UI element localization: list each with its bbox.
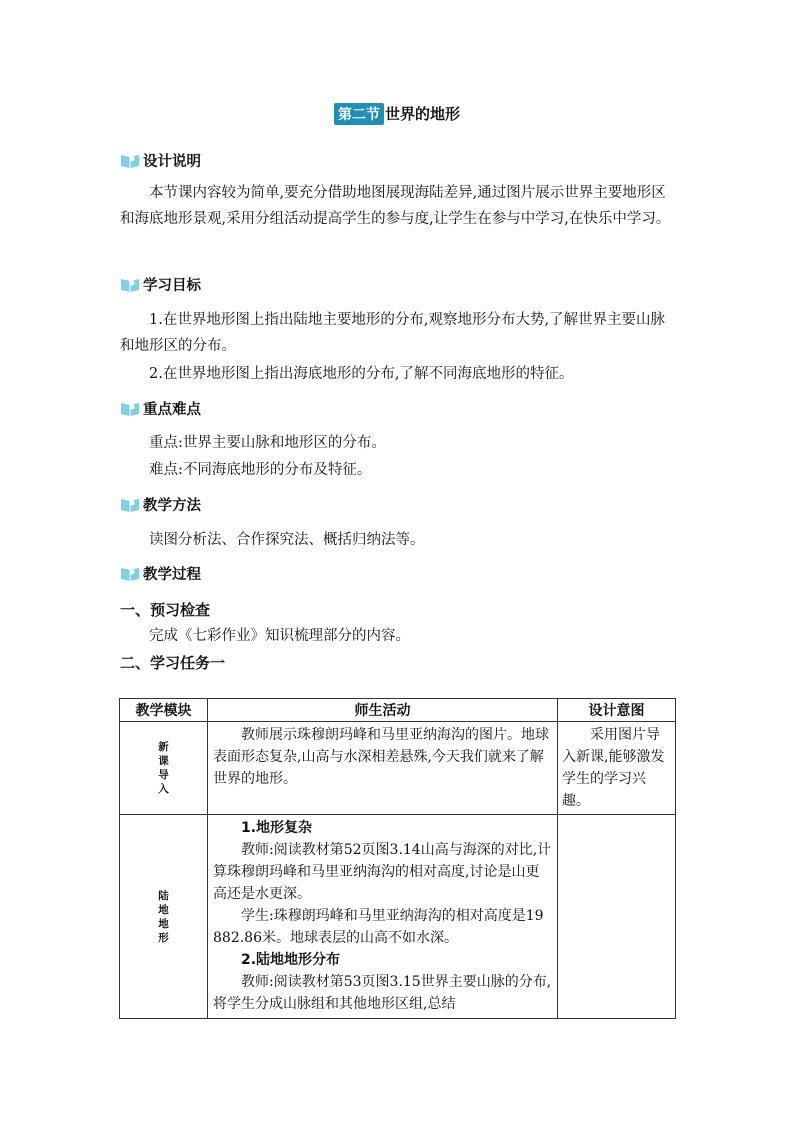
module-cell bbox=[120, 815, 208, 1019]
subheading: 2.陆地地形分布 bbox=[241, 952, 341, 968]
title-text: 世界的地形 bbox=[384, 105, 460, 123]
subheading: 1.地形复杂 bbox=[241, 820, 313, 836]
goal-item-1: 1.在世界地形图上指出陆地主要地形的分布,观察地形分布大势,了解世界主要山脉和地形区的分布。 bbox=[120, 312, 666, 354]
section-heading-methods bbox=[120, 494, 201, 515]
table-row bbox=[120, 815, 676, 1019]
table-header-row bbox=[120, 699, 676, 722]
module-label: 陆地地形 bbox=[158, 889, 169, 944]
section-label: 重点难点 bbox=[143, 402, 201, 418]
section-heading-process bbox=[120, 563, 201, 584]
section-heading-design bbox=[120, 150, 201, 171]
page-title bbox=[0, 103, 794, 125]
section-label: 学习目标 bbox=[143, 278, 201, 294]
activity-text: 教师展示珠穆朗玛峰和马里亚纳海沟的图片。地球表面形态复杂,山高与水深相差悬殊,今天我们就来了解世界的地形。 bbox=[213, 727, 549, 787]
methods-body: 读图分析法、合作探究法、概括归纳法等。 bbox=[149, 532, 425, 548]
key-point: 重点:世界主要山脉和地形区的分布。 bbox=[149, 435, 386, 451]
book-icon bbox=[120, 497, 140, 512]
book-icon bbox=[120, 153, 140, 168]
section-badge: 第二节 bbox=[334, 103, 384, 125]
activity-cell bbox=[208, 815, 558, 1019]
activity-text: 教师:阅读教材第53页图3.15世界主要山脉的分布,将学生分成山脉组和其他地形区组,总结 bbox=[213, 974, 552, 1012]
difficult-point: 难点:不同海底地形的分布及特征。 bbox=[149, 462, 372, 478]
activity-text: 学生:珠穆朗玛峰和马里亚纳海沟的相对高度是19 882.86米。地球表层的山高不如水深。 bbox=[213, 908, 544, 946]
activity-text: 教师:阅读教材第52页图3.14山高与海深的对比,计算珠穆朗玛峰和马里亚纳海沟的相对高度,讨论是山更高还是水更深。 bbox=[213, 842, 552, 902]
book-icon bbox=[120, 401, 140, 416]
design-cell bbox=[558, 815, 676, 1019]
book-icon bbox=[120, 566, 140, 581]
activity-cell bbox=[208, 722, 558, 815]
table-row bbox=[120, 722, 676, 815]
part1-heading: 一、预习检查 bbox=[120, 601, 211, 619]
table-header: 设计意图 bbox=[558, 699, 676, 722]
section-label: 教学过程 bbox=[143, 567, 201, 583]
table-header: 教学模块 bbox=[120, 699, 208, 722]
section-heading-goals bbox=[120, 274, 201, 295]
section-label: 设计说明 bbox=[143, 154, 201, 170]
section-heading-keys bbox=[120, 398, 201, 419]
book-icon bbox=[120, 277, 140, 292]
module-label: 新课导入 bbox=[158, 741, 169, 795]
table-header: 师生活动 bbox=[208, 699, 558, 722]
design-cell: 采用图片导入新课,能够激发学生的学习兴趣。 bbox=[558, 722, 676, 815]
design-body: 本节课内容较为简单,要充分借助地图展现海陆差异,通过图片展示世界主要地形区和海底地形景观,采用分组活动提高学生的参与度,让学生在参与中学习,在快乐中学习。 bbox=[120, 185, 671, 227]
goal-item-2: 2.在世界地形图上指出海底地形的分布,了解不同海底地形的特征。 bbox=[149, 366, 574, 382]
part2-heading: 二、学习任务一 bbox=[120, 654, 226, 672]
section-label: 教学方法 bbox=[143, 498, 201, 514]
lesson-table bbox=[119, 698, 676, 1019]
module-cell bbox=[120, 722, 208, 815]
part1-body: 完成《七彩作业》知识梳理部分的内容。 bbox=[149, 628, 410, 644]
